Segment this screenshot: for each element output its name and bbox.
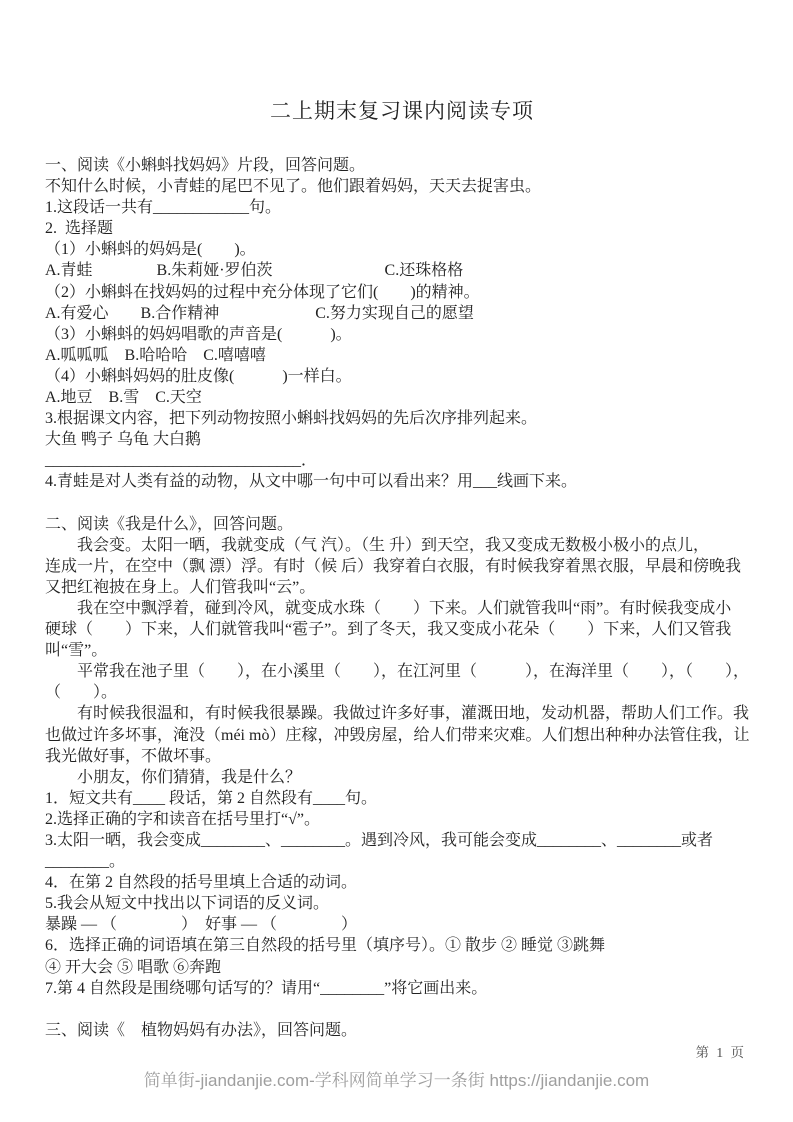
text-line: 小朋友，你们猜猜，我是什么？ [45, 768, 302, 786]
text-line: 平常我在池子里（ ），在小溪里（ ），在江河里（ ），在海洋里（ ），（ ）， [45, 663, 750, 681]
text-line: 我在空中飘浮着，碰到冷风，就变成水珠（ ）下来。人们就管我叫“雨”。有时候我变成小 [45, 599, 732, 617]
text-line: 一、阅读《小蝌蚪找妈妈》片段，回答问题。 [45, 157, 366, 174]
text-line: 有时候我很温和，有时候我很暴躁。我做过许多好事，灌溉田地，发动机器，帮助人们工作。我 [45, 705, 750, 723]
text-line: 不知什么时候，小青蛙的尾巴不见了。他们跟着妈妈，天天去捉害虫。 [45, 178, 542, 196]
page-title: 二上期末复习课内阅读专项 [270, 99, 534, 123]
text-line: 又把红袍披在身上。人们管我叫“云”。 [45, 578, 316, 596]
text-line: A.呱呱呱 B.哈哈哈 C.嘻嘻嘻 [45, 346, 266, 364]
text-line: （4）小蝌蚪妈妈的肚皮像( )一样白。 [45, 367, 352, 385]
text-line: A.地豆 B.雪 C.天空 [45, 389, 202, 407]
text-line: 5.我会从短文中找出以下词语的反义词。 [45, 895, 330, 913]
text-line: 1.这段话一共有____________句。 [45, 199, 282, 217]
text-line: （2）小蝌蚪在找妈妈的过程中充分体现了它们( )的精神。 [45, 283, 480, 301]
text-line: ________。 [45, 853, 126, 871]
document-body [45, 155, 759, 1041]
text-line: 3.根据课文内容，把下列动物按照小蝌蚪找妈妈的先后次序排列起来。 [45, 410, 538, 428]
text-line: 二、阅读《我是什么》，回答问题。 [45, 515, 294, 533]
text-line: A.青蛙 B.朱莉娅·罗伯茨 C.还珠格格 [45, 262, 464, 280]
text-line: 6．选择正确的词语填在第三自然段的括号里（填序号）。① 散步 ② 睡觉 ③跳舞 [45, 937, 606, 955]
text-line: 大鱼 鸭子 乌龟 大白鹅 [45, 431, 202, 449]
text-line: 硬球（ ）下来，人们就管我叫“雹子”。到了冬天，我又变成小花朵（ ）下来，人们又管我 [45, 621, 732, 639]
text-line: A.有爱心 B.合作精神 C.努力实现自己的愿望 [45, 304, 474, 322]
text-line: 2.选择正确的字和读音在括号里打“√”。 [45, 810, 320, 828]
text-line: 我光做好事，不做坏事。 [45, 747, 222, 765]
answer-line: ________________________________． [45, 452, 318, 470]
blank-line [45, 999, 759, 1020]
text-line: 叫“雪”。 [45, 642, 108, 660]
document-content [45, 97, 759, 1041]
text-line: 暴躁 — （ ） 好事 — （ ） [45, 916, 358, 934]
text-line: （3）小蝌蚪的妈妈唱歌的声音是( )。 [45, 325, 352, 343]
text-line: （ ）。 [45, 684, 118, 702]
text-line: ④ 开大会 ⑤ 唱歌 ⑥奔跑 [45, 958, 222, 976]
text-line: 连成一片，在空中（飘 漂）浮。有时（候 后）我穿着白衣服，有时候我穿着黑衣服，早晨和傍晚我 [45, 557, 742, 575]
text-line: （1）小蝌蚪的妈妈是( )。 [45, 241, 256, 259]
text-line: 4．在第 2 自然段的括号里填上合适的动词。 [45, 874, 358, 892]
text-line: 4.青蛙是对人类有益的动物，从文中哪一句中可以看出来？用___线画下来。 [45, 473, 578, 491]
page-number: 第 1 页 [695, 1045, 746, 1060]
blank-line [45, 493, 759, 514]
watermark: 简单街-jiandanjie.com-学科网简单学习一条街 https://jiandanjie.com [143, 1071, 650, 1090]
text-line: 7.第 4 自然段是围绕哪句话写的？请用“________”将它画出来。 [45, 979, 488, 997]
text-line: 1．短文共有____ 段话，第 2 自然段有____句。 [45, 789, 378, 807]
text-line: 也做过许多坏事，淹没（méi mò）庄稼，冲毁房屋，给人们带来灾难。人们想出种种办法管住我，让 [45, 726, 750, 744]
text-line: 我会变。太阳一晒，我就变成（气 汽）。（生 升）到天空，我又变成无数极小极小的点儿， [45, 536, 710, 554]
text-line: 3.太阳一晒，我会变成________、________。遇到冷风，我可能会变成________、________或者 [45, 832, 714, 849]
text-line: 2. 选择题 [45, 220, 114, 238]
text-line: 三、阅读《 植物妈妈有办法》，回答问题。 [45, 1021, 358, 1039]
